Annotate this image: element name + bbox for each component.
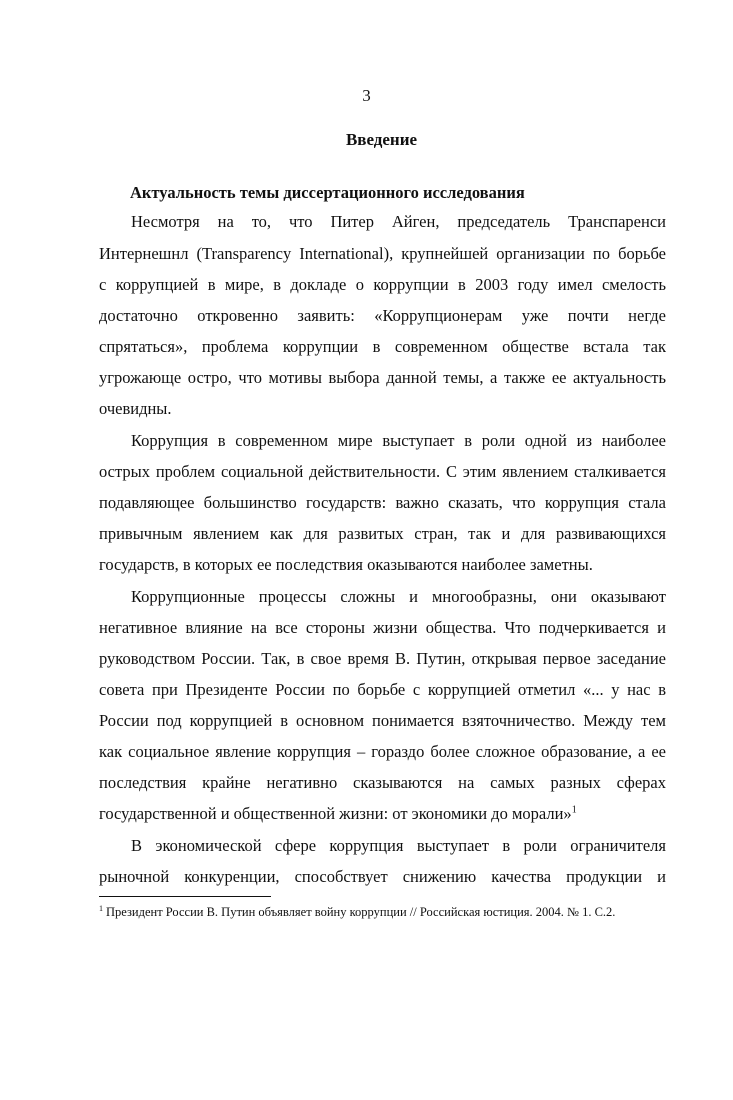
text-line: государственной и общественной жизни: от экономики до морали» [99, 804, 572, 823]
text-line: очевидны. [99, 399, 172, 418]
text-line: Несмотря на то, что Питер Айген, председатель Транспаренси [131, 212, 666, 231]
text-line: достаточно откровенно заявить: «Коррупционерам уже почти негде [99, 306, 666, 325]
footnote-separator [99, 896, 271, 897]
text-line: рыночной конкуренции, способствует снижению качества продукции и [99, 867, 666, 886]
footnote-reference[interactable]: 1 [571, 804, 577, 816]
page-heading: Введение [345, 130, 418, 149]
text-line: спрятаться», проблема коррупции в современном обществе встала так [99, 337, 666, 356]
text-line: подавляющее большинство государств: важно сказать, что коррупция стала [99, 493, 666, 512]
text-line: Коррупционные процессы сложны и многообразны, они оказывают [131, 587, 666, 606]
text-line: государств, в которых ее последствия оказываются наиболее заметны. [99, 555, 593, 574]
footnote-text: Президент России В. Путин объявляет войну коррупции // Российская юстиция. 2004. № 1. С.2. [106, 905, 616, 919]
text-line: острых проблем социальной действительности. С этим явлением сталкивается [99, 462, 666, 481]
text-line: привычным явлением как для развитых стран, так и для развивающихся [99, 524, 666, 543]
text-line: последствия крайне негативно сказываются на самых разных сферах [99, 773, 666, 792]
text-line: с коррупцией в мире, в докладе о коррупции в 2003 году имел смелость [99, 275, 666, 294]
text-line: негативное влияние на все стороны жизни общества. Что подчеркивается и [99, 618, 666, 637]
page-number: 3 [362, 86, 371, 105]
footnote [99, 905, 615, 920]
text-line: руководством России. Так, в свое время В. Путин, открывая первое заседание [99, 649, 666, 668]
text-line: угрожающе остро, что мотивы выбора данной темы, а также ее актуальность [99, 368, 666, 387]
footnote-mark: 1 [99, 903, 103, 913]
text-line-with-footnote [99, 804, 666, 824]
text-line: России под коррупцией в основном понимается взяточничество. Между тем [99, 711, 666, 730]
section-title: Актуальность темы диссертационного исследования [130, 183, 525, 202]
text-line: совета при Президенте России по борьбе с коррупцией отметил «... у нас в [99, 680, 666, 699]
text-line: В экономической сфере коррупция выступает в роли ограничителя [131, 836, 666, 855]
text-line: как социальное явление коррупция – гораздо более сложное образование, а ее [99, 742, 666, 761]
text-line: Интернешнл (Transparency International), крупнейшей организации по борьбе [99, 244, 666, 263]
text-line: Коррупция в современном мире выступает в роли одной из наиболее [131, 431, 666, 450]
